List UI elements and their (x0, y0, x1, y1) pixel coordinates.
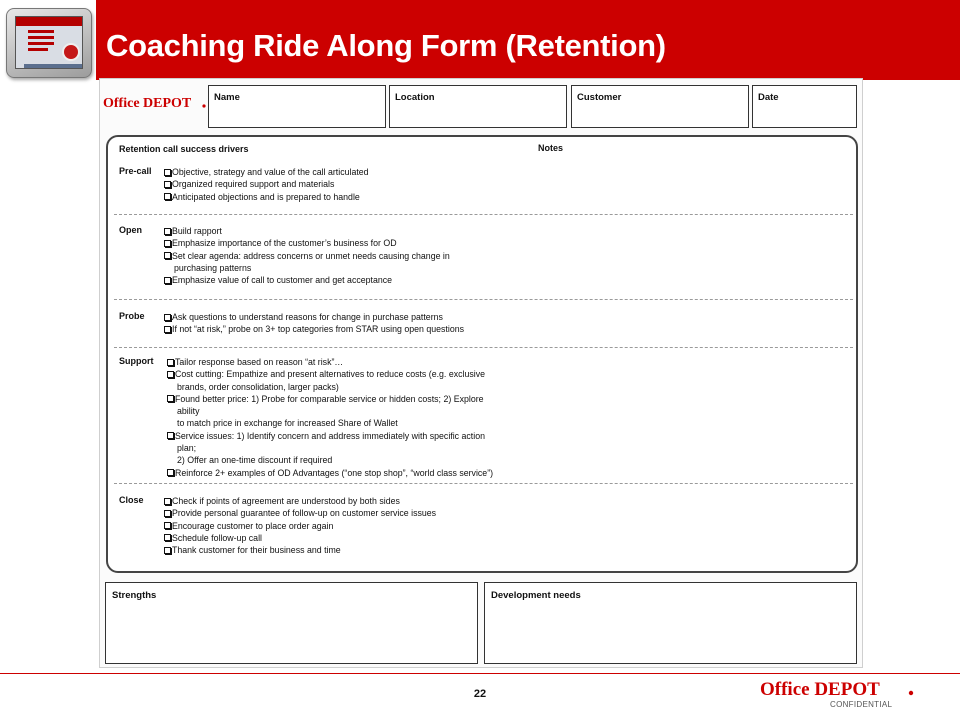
checklist-item[interactable]: Provide personal guarantee of follow-up on customer service issues (164, 507, 436, 519)
checkbox-icon[interactable] (164, 181, 171, 188)
checkbox-icon[interactable] (164, 510, 171, 517)
checkbox-icon[interactable] (164, 228, 171, 235)
development-needs-label: Development needs (491, 590, 581, 601)
section-label-probe: Probe (119, 311, 145, 321)
checkbox-icon[interactable] (164, 326, 171, 333)
location-field[interactable] (389, 85, 567, 128)
customer-field-label: Customer (577, 92, 622, 103)
footer-rule (0, 673, 960, 674)
svg-text:Office DEPOT: Office DEPOT (760, 679, 880, 700)
device-screen (15, 16, 83, 69)
office-depot-logo (103, 93, 207, 111)
development-needs-field[interactable] (484, 582, 857, 664)
checklist-item[interactable]: Organized required support and materials (164, 178, 369, 190)
checklist-item[interactable]: Check if points of agreement are understood by both sides (164, 495, 436, 507)
location-field-label: Location (395, 92, 435, 103)
notes-heading: Notes (538, 143, 564, 153)
section-divider (114, 299, 853, 300)
strengths-label: Strengths (112, 590, 157, 601)
pre-call-checklist (164, 166, 369, 203)
route-marker-icon (62, 43, 80, 61)
checkbox-icon[interactable] (164, 547, 171, 554)
checklist-item[interactable]: Tailor response based on reason “at risk”… (167, 356, 493, 368)
office-depot-footer-logo (758, 677, 918, 701)
checklist-item[interactable]: Set clear agenda: address concerns or unmet needs causing change in (164, 250, 450, 262)
svg-text:Office DEPOT: Office DEPOT (103, 96, 192, 111)
checkbox-icon[interactable] (164, 522, 171, 529)
checklist-item[interactable]: Cost cutting: Empathize and present alternatives to reduce costs (e.g. exclusive (167, 368, 493, 380)
checklist-item[interactable]: Service issues: 1) Identify concern and address immediately with specific action (167, 430, 493, 442)
name-field[interactable] (208, 85, 386, 128)
checkbox-icon[interactable] (164, 169, 171, 176)
drivers-heading: Retention call success drivers (119, 144, 249, 154)
close-checklist (164, 495, 436, 556)
checkbox-icon[interactable] (164, 498, 171, 505)
date-field-label: Date (758, 92, 779, 103)
gps-device-image (6, 8, 92, 78)
section-label-pre-call: Pre-call (119, 166, 152, 176)
checklist-item[interactable]: Thank customer for their business and time (164, 544, 436, 556)
checkbox-icon[interactable] (167, 469, 174, 476)
section-label-open: Open (119, 225, 143, 235)
page-number: 22 (473, 688, 487, 700)
checklist-item-continuation: 2) Offer an one-time discount if required (177, 455, 333, 466)
checkbox-icon[interactable] (164, 193, 171, 200)
checklist-item-continuation: ability (177, 406, 200, 417)
section-divider (114, 483, 853, 484)
checkbox-icon[interactable] (167, 371, 174, 378)
date-field[interactable] (752, 85, 857, 128)
customer-field[interactable] (571, 85, 749, 128)
probe-checklist (164, 311, 464, 336)
checklist-item[interactable]: Emphasize importance of the customer’s business for OD (164, 237, 450, 249)
section-divider (114, 347, 853, 348)
checkbox-icon[interactable] (164, 314, 171, 321)
checklist-item[interactable]: Found better price: 1) Probe for comparable service or hidden costs; 2) Explore (167, 393, 493, 405)
checklist-item-continuation: to match price in exchange for increased Share of Wallet (177, 418, 398, 429)
coaching-form (99, 78, 863, 668)
checkbox-icon[interactable] (164, 277, 171, 284)
name-field-label: Name (214, 92, 240, 103)
checklist-item[interactable]: Objective, strategy and value of the call articulated (164, 166, 369, 178)
checklist-item[interactable]: Anticipated objections and is prepared to handle (164, 191, 369, 203)
checklist-item-continuation: brands, order consolidation, larger packs) (177, 381, 339, 392)
open-checklist (164, 225, 450, 286)
checklist-item[interactable]: Build rapport (164, 225, 450, 237)
checkbox-icon[interactable] (164, 252, 171, 259)
strengths-field[interactable] (105, 582, 478, 664)
checklist-item[interactable]: Ask questions to understand reasons for change in purchase patterns (164, 311, 464, 323)
checkbox-icon[interactable] (164, 534, 171, 541)
checklist-item-continuation: purchasing patterns (174, 262, 252, 273)
section-label-support: Support (119, 356, 154, 366)
confidential-label: CONFIDENTIAL (830, 700, 893, 709)
support-checklist (167, 356, 493, 479)
checkbox-icon[interactable] (167, 432, 174, 439)
success-drivers-panel (106, 135, 858, 573)
checkbox-icon[interactable] (167, 395, 174, 402)
checkbox-icon[interactable] (164, 240, 171, 247)
checklist-item[interactable]: Emphasize value of call to customer and get acceptance (164, 274, 450, 286)
checklist-item[interactable]: Reinforce 2+ examples of OD Advantages (“one stop shop”, “world class service”) (167, 467, 493, 479)
checklist-item[interactable]: Encourage customer to place order again (164, 520, 436, 532)
checklist-item[interactable]: If not “at risk,” probe on 3+ top categories from STAR using open questions (164, 323, 464, 335)
checkbox-icon[interactable] (167, 359, 174, 366)
section-divider (114, 214, 853, 215)
checklist-item-continuation: plan; (177, 443, 197, 454)
section-label-close: Close (119, 495, 144, 505)
slide-title: Coaching Ride Along Form (Retention) (106, 28, 666, 63)
checklist-item[interactable]: Schedule follow-up call (164, 532, 436, 544)
